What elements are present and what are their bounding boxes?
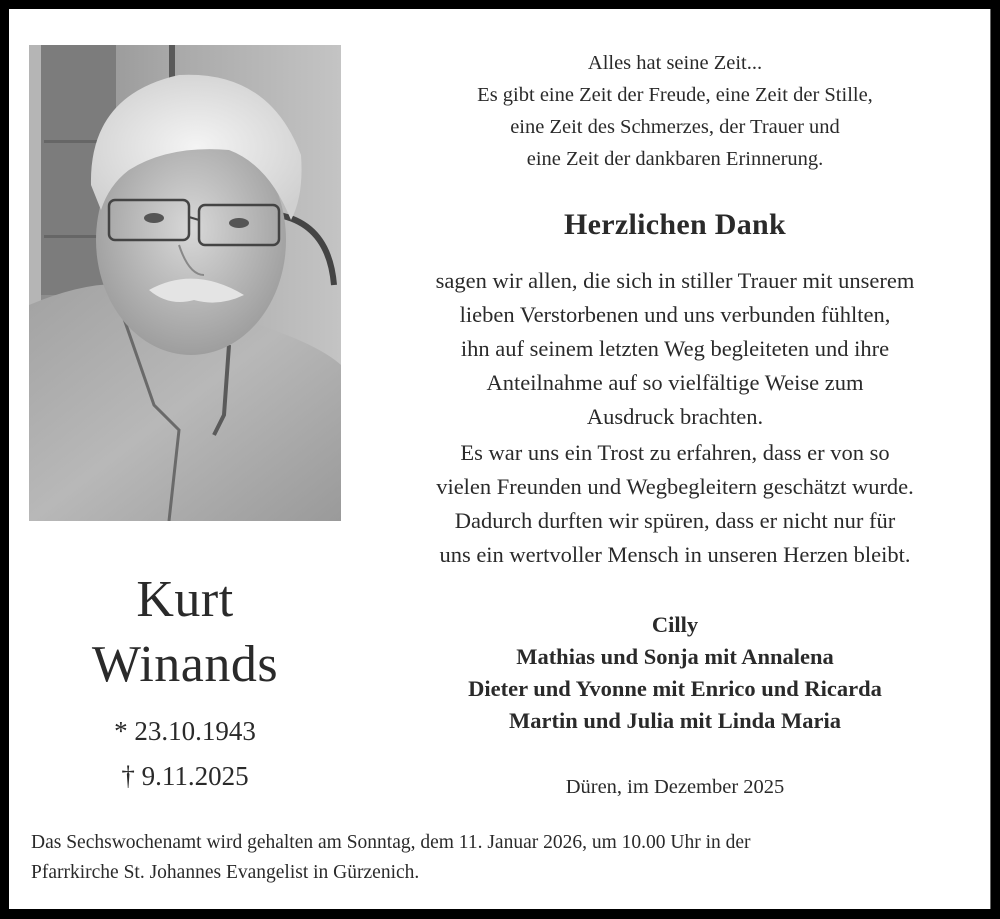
obituary-card xyxy=(9,9,990,909)
family-signatures xyxy=(369,609,981,737)
portrait-photo xyxy=(29,45,341,521)
paragraph-line: Ausdruck brachten. xyxy=(586,404,764,429)
paragraph-line: uns ein wertvoller Mensch in unseren Herzen bleibt. xyxy=(439,542,911,567)
paragraph-line: sagen wir allen, die sich in stiller Trauer mit unserem xyxy=(435,268,915,293)
quote-line: eine Zeit der dankbaren Erinnerung. xyxy=(526,148,824,170)
thanks-paragraph-2 xyxy=(369,436,981,572)
paragraph-line: ihn auf seinem letzten Weg begleiteten und ihre xyxy=(460,336,890,361)
family-line: Cilly xyxy=(651,612,699,637)
service-notice xyxy=(31,828,981,888)
deceased-first-name: Kurt xyxy=(136,571,234,628)
paragraph-line: Anteilnahme auf so vielfältige Weise zum xyxy=(486,370,864,395)
paragraph-line: vielen Freunden und Wegbegleitern geschätzt wurde. xyxy=(436,474,914,499)
family-line: Dieter und Yvonne mit Enrico und Ricarda xyxy=(468,676,882,701)
paragraph-line: Es war uns ein Trost zu erfahren, dass er von so xyxy=(460,440,890,465)
thanks-heading: Herzlichen Dank xyxy=(564,208,786,241)
death-date: † 9.11.2025 xyxy=(121,761,249,791)
paragraph-line: Dadurch durften wir spüren, dass er nicht nur für xyxy=(454,508,896,533)
family-line: Mathias und Sonja mit Annalena xyxy=(516,644,834,669)
paragraph-line: lieben Verstorbenen und uns verbunden fühlten, xyxy=(459,302,891,327)
birth-date: * 23.10.1943 xyxy=(114,716,256,746)
thanks-paragraph-1 xyxy=(369,264,981,434)
quote-line: Es gibt eine Zeit der Freude, eine Zeit der Stille, xyxy=(477,84,873,106)
place-and-date: Düren, im Dezember 2025 xyxy=(565,776,785,798)
quote-line: Alles hat seine Zeit... xyxy=(587,52,763,74)
family-line: Martin und Julia mit Linda Maria xyxy=(509,708,841,733)
deceased-last-name: Winands xyxy=(91,636,279,693)
notice-line: Pfarrkirche St. Johannes Evangelist in Gürzenich. xyxy=(31,862,420,883)
quote-block xyxy=(369,47,981,175)
portrait-image xyxy=(29,45,341,521)
quote-line: eine Zeit des Schmerzes, der Trauer und xyxy=(510,116,840,138)
notice-line: Das Sechswochenamt wird gehalten am Sonntag, dem 11. Januar 2026, um 10.00 Uhr in der xyxy=(31,832,751,853)
